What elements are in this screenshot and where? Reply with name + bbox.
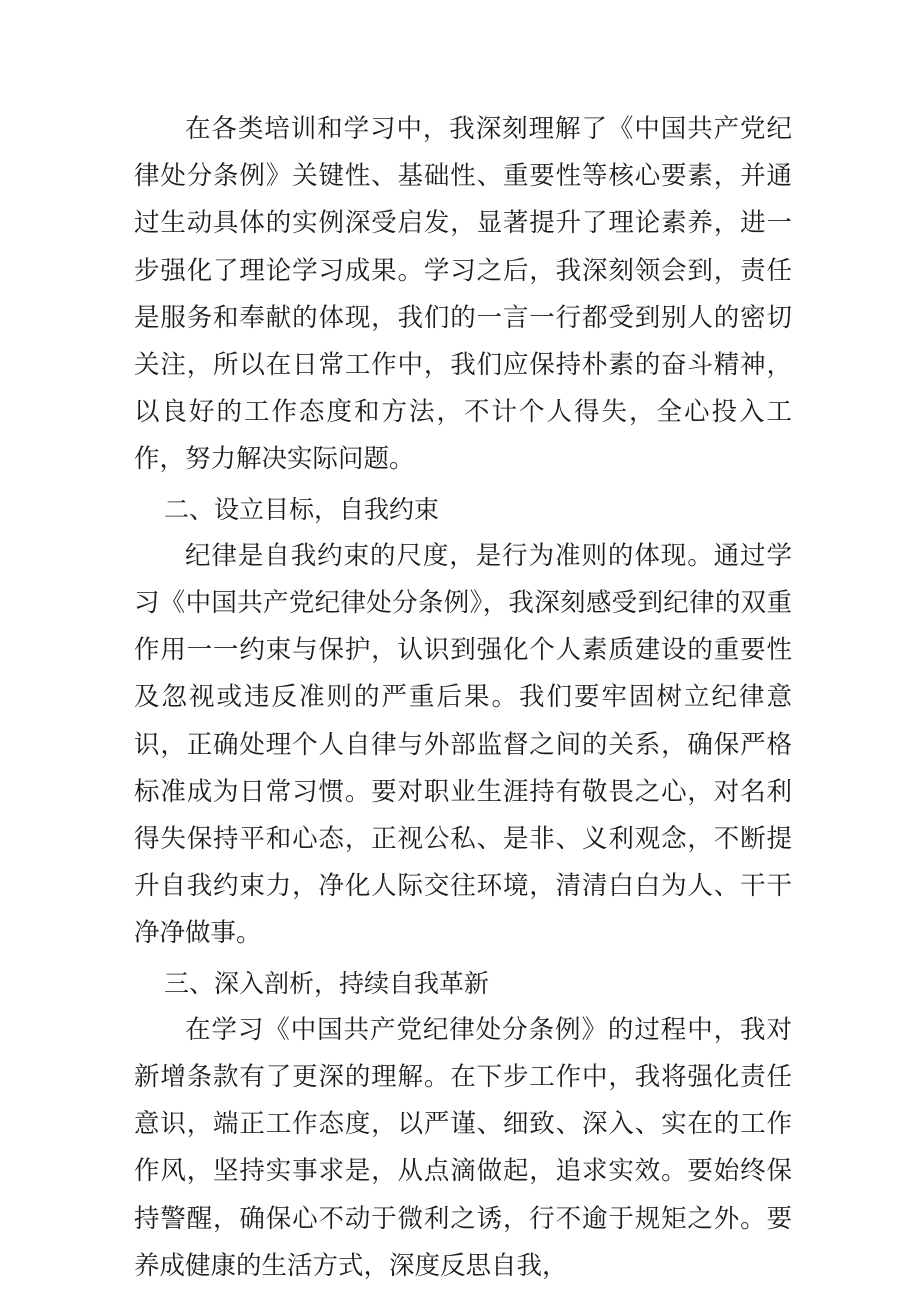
paragraph-2: 纪律是自我约束的尺度，是行为准则的体现。通过学习《中国共产党纪律处分条例》，我深刻感受到纪律的双重作用一一约束与保护，认识到强化个人素质建设的重要性及忽视或违反准则的严重后果。我们要牢固树立纪律意识，正确处理个人自律与外部监督之间的关系，确保严格标准成为日常习惯。要对职业生涯持有敬畏之心，对名利得失保持平和心态，正视公私、是非、义利观念，不断提升自我约束力，净化人际交往环境，清清白白为人、干干净净做事。 <box>134 540 792 949</box>
section-heading-3: 三、深入剖析，持续自我革新 <box>164 968 490 998</box>
paragraph-3: 在学习《中国共产党纪律处分条例》的过程中，我对新增条款有了更深的理解。在下步工作中，我将强化责任意识，端正工作态度，以严谨、细致、深入、实在的工作作风，坚持实事求是，从点滴做起，追求实效。要始终保持警醒，确保心不动于微利之诱，行不逾于规矩之外。要养成健康的生活方式，深度反思自我， <box>134 1014 792 1281</box>
paragraph-1: 在各类培训和学习中，我深刻理解了《中国共产党纪律处分条例》关键性、基础性、重要性等核心要素，并通过生动具体的实例深受启发，显著提升了理论素养，进一步强化了理论学习成果。学习之后，我深刻领会到，责任是服务和奉献的体现，我们的一言一行都受到别人的密切关注，所以在日常工作中，我们应保持朴素的奋斗精神，以良好的工作态度和方法，不计个人得失，全心投入工作，努力解决实际问题。 <box>134 114 792 475</box>
document-page <box>134 106 792 1290</box>
section-heading-2: 二、设立目标，自我约束 <box>164 494 440 524</box>
